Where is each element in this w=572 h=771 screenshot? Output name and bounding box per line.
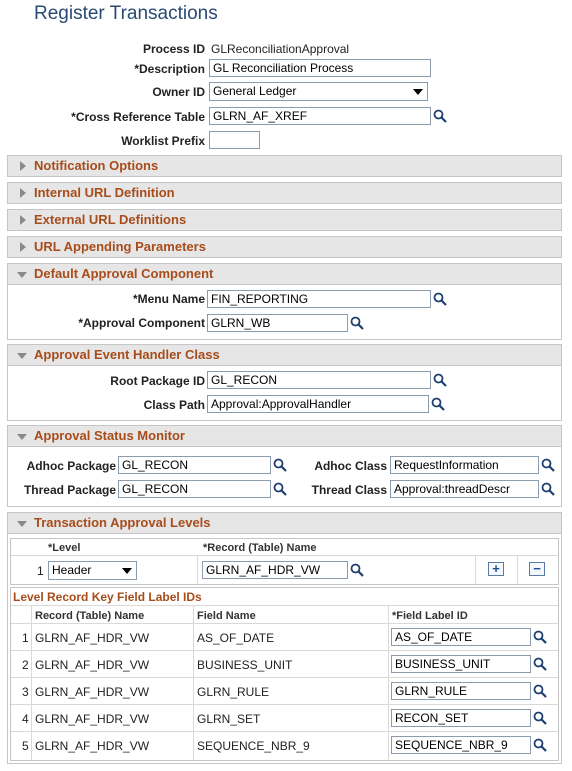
col-label-header: *Field Label ID bbox=[392, 610, 468, 622]
menu-name-label: *Menu Name bbox=[132, 292, 205, 306]
thread-package-label: Thread Package bbox=[23, 483, 116, 497]
cross-ref-label: *Cross Reference Table bbox=[71, 110, 205, 124]
class-path-label: Class Path bbox=[143, 398, 205, 412]
field-label-input[interactable]: BUSINESS_UNIT bbox=[391, 655, 531, 673]
row-number: 2 bbox=[22, 658, 29, 672]
section-external-url-definitions[interactable] bbox=[7, 209, 562, 231]
row-number: 5 bbox=[22, 739, 29, 753]
worklist-prefix-label: Worklist Prefix bbox=[121, 134, 205, 148]
col-level-header: *Level bbox=[48, 542, 81, 554]
owner-id-selected: General Ledger bbox=[213, 84, 297, 98]
row-divider bbox=[11, 704, 558, 705]
collapse-triangle-icon bbox=[17, 434, 27, 440]
lookup-search-icon[interactable] bbox=[533, 657, 547, 671]
row-record-name: GLRN_AF_HDR_VW bbox=[35, 712, 150, 726]
adhoc-package-input[interactable]: GL_RECON bbox=[118, 456, 271, 474]
expand-triangle-icon bbox=[20, 242, 26, 252]
section-title: External URL Definitions bbox=[34, 212, 187, 227]
thread-class-label: Thread Class bbox=[311, 483, 387, 497]
section-notification-options[interactable] bbox=[7, 155, 562, 177]
col-record-header: Record (Table) Name bbox=[35, 610, 145, 622]
chevron-down-icon bbox=[122, 568, 132, 574]
collapse-triangle-icon bbox=[17, 272, 27, 278]
owner-id-select[interactable] bbox=[209, 82, 428, 101]
grid-col-divider bbox=[517, 556, 518, 584]
lookup-search-icon[interactable] bbox=[350, 563, 364, 577]
grid-divider bbox=[11, 623, 558, 624]
row-divider bbox=[11, 650, 558, 651]
row-number: 4 bbox=[22, 712, 29, 726]
section-title: Approval Status Monitor bbox=[34, 428, 185, 443]
grid-col-divider bbox=[31, 606, 32, 760]
expand-triangle-icon bbox=[20, 215, 26, 225]
section-title: Approval Event Handler Class bbox=[34, 347, 220, 362]
row-record-name: GLRN_AF_HDR_VW bbox=[35, 631, 150, 645]
add-row-button[interactable]: + bbox=[488, 562, 504, 576]
grid-col-divider bbox=[388, 606, 389, 760]
root-package-label: Root Package ID bbox=[110, 374, 205, 388]
row-divider bbox=[11, 677, 558, 678]
lookup-search-icon[interactable] bbox=[433, 109, 447, 123]
grid-divider bbox=[11, 605, 558, 606]
section-title: Default Approval Component bbox=[34, 266, 214, 281]
approval-component-input[interactable]: GLRN_WB bbox=[207, 314, 348, 332]
lookup-search-icon[interactable] bbox=[533, 684, 547, 698]
grid-col-divider bbox=[197, 556, 198, 584]
process-id-label: Process ID bbox=[142, 42, 205, 56]
field-label-input[interactable]: SEQUENCE_NBR_9 bbox=[391, 736, 531, 754]
thread-package-input[interactable]: GL_RECON bbox=[118, 480, 271, 498]
delete-row-button[interactable]: − bbox=[529, 562, 545, 576]
root-package-input[interactable]: GL_RECON bbox=[207, 371, 431, 389]
expand-triangle-icon bbox=[20, 161, 26, 171]
collapse-triangle-icon bbox=[17, 353, 27, 359]
col-record-header: *Record (Table) Name bbox=[203, 542, 317, 554]
page-title: Register Transactions bbox=[34, 3, 218, 24]
lookup-search-icon[interactable] bbox=[533, 630, 547, 644]
section-default-approval-component[interactable] bbox=[7, 263, 562, 285]
adhoc-package-label: Adhoc Package bbox=[26, 459, 116, 473]
lookup-search-icon[interactable] bbox=[533, 711, 547, 725]
lookup-search-icon[interactable] bbox=[541, 482, 555, 496]
row-divider bbox=[11, 731, 558, 732]
row-field-name: GLRN_RULE bbox=[197, 685, 270, 699]
owner-id-label: Owner ID bbox=[152, 85, 205, 99]
row-field-name: BUSINESS_UNIT bbox=[197, 658, 293, 672]
field-label-input[interactable]: GLRN_RULE bbox=[391, 682, 531, 700]
row-record-name: GLRN_AF_HDR_VW bbox=[35, 658, 150, 672]
description-label: *Description bbox=[134, 62, 205, 76]
level-record-input[interactable]: GLRN_AF_HDR_VW bbox=[202, 561, 348, 579]
row-record-name: GLRN_AF_HDR_VW bbox=[35, 685, 150, 699]
section-internal-url-definition[interactable] bbox=[7, 182, 562, 204]
section-approval-status-monitor[interactable] bbox=[7, 425, 562, 447]
row-field-name: AS_OF_DATE bbox=[197, 631, 275, 645]
section-transaction-approval-levels[interactable] bbox=[7, 512, 562, 534]
lookup-search-icon[interactable] bbox=[533, 738, 547, 752]
row-number: 1 bbox=[22, 631, 29, 645]
section-title: Notification Options bbox=[34, 158, 159, 173]
worklist-prefix-input[interactable] bbox=[209, 131, 260, 149]
description-input[interactable]: GL Reconciliation Process bbox=[209, 59, 431, 77]
row-field-name: GLRN_SET bbox=[197, 712, 261, 726]
adhoc-class-input[interactable]: RequestInformation bbox=[390, 456, 539, 474]
approval-component-label: *Approval Component bbox=[78, 316, 205, 330]
chevron-down-icon bbox=[413, 89, 423, 95]
level-row-number: 1 bbox=[37, 564, 44, 578]
row-number: 3 bbox=[22, 685, 29, 699]
menu-name-input[interactable]: FIN_REPORTING bbox=[207, 290, 431, 308]
section-title: Internal URL Definition bbox=[34, 185, 175, 200]
section-approval-event-handler[interactable] bbox=[7, 344, 562, 366]
thread-class-input[interactable]: Approval:threadDescr bbox=[390, 480, 539, 498]
expand-triangle-icon bbox=[20, 188, 26, 198]
cross-ref-input[interactable]: GLRN_AF_XREF bbox=[209, 107, 431, 125]
row-field-name: SEQUENCE_NBR_9 bbox=[197, 739, 310, 753]
lookup-search-icon[interactable] bbox=[433, 292, 447, 306]
grid-col-divider bbox=[193, 606, 194, 760]
section-title: URL Appending Parameters bbox=[34, 239, 206, 254]
lookup-search-icon[interactable] bbox=[433, 373, 447, 387]
field-label-input[interactable]: RECON_SET bbox=[391, 709, 531, 727]
level-select[interactable] bbox=[48, 561, 137, 580]
collapse-triangle-icon bbox=[17, 521, 27, 527]
lookup-search-icon[interactable] bbox=[273, 458, 287, 472]
key-fields-title: Level Record Key Field Label IDs bbox=[13, 590, 202, 604]
lookup-search-icon[interactable] bbox=[541, 458, 555, 472]
lookup-search-icon[interactable] bbox=[431, 397, 445, 411]
adhoc-class-label: Adhoc Class bbox=[314, 459, 387, 473]
lookup-search-icon[interactable] bbox=[350, 316, 364, 330]
class-path-input[interactable]: Approval:ApprovalHandler bbox=[207, 395, 429, 413]
row-record-name: GLRN_AF_HDR_VW bbox=[35, 739, 150, 753]
col-field-header: Field Name bbox=[197, 610, 256, 622]
process-id-value: GLReconciliationApproval bbox=[211, 42, 350, 56]
section-url-appending-parameters[interactable] bbox=[7, 236, 562, 258]
grid-col-divider bbox=[475, 556, 476, 584]
lookup-search-icon[interactable] bbox=[273, 482, 287, 496]
field-label-input[interactable]: AS_OF_DATE bbox=[391, 628, 531, 646]
level-selected: Header bbox=[52, 563, 92, 577]
section-title: Transaction Approval Levels bbox=[34, 515, 211, 530]
